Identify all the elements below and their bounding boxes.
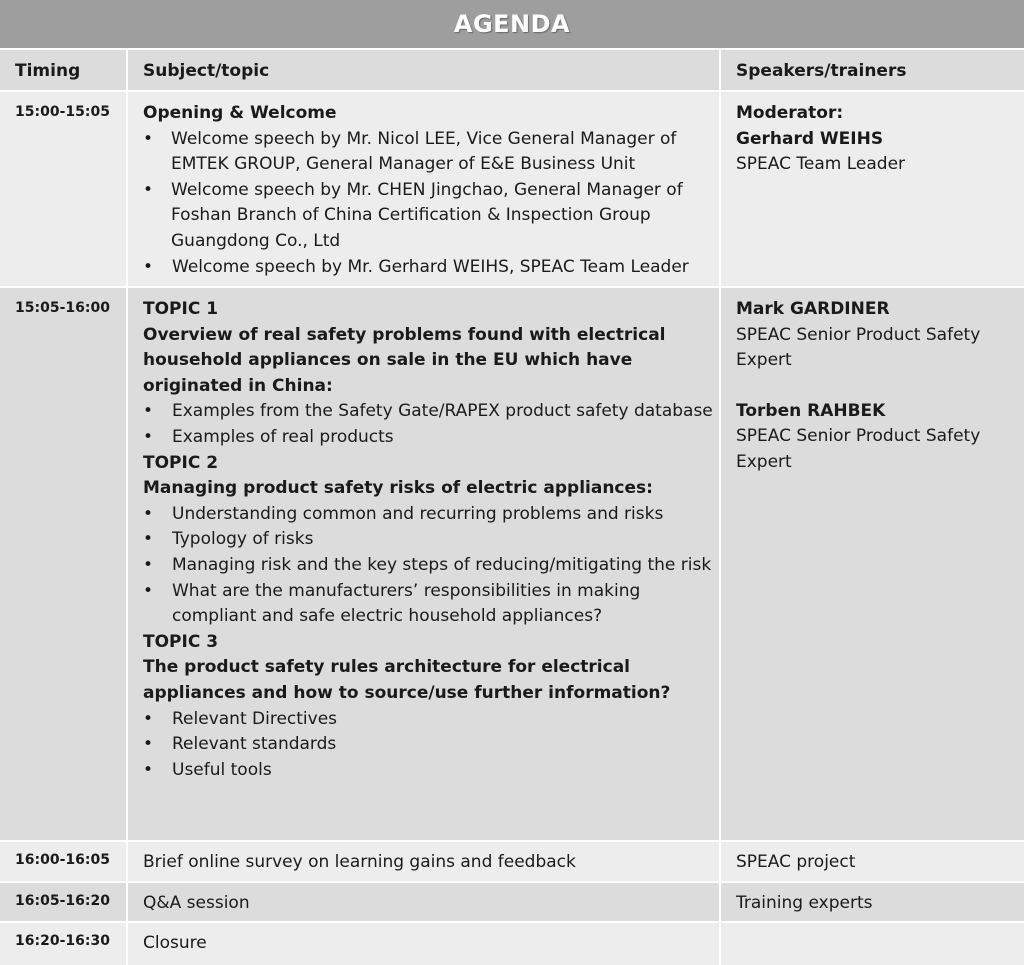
row-speakers: SPEAC project xyxy=(736,852,856,872)
topic-heading: Managing product safety risks of electric appliances: xyxy=(143,478,653,499)
header-subject: Subject/topic xyxy=(128,50,721,90)
row-speakers xyxy=(721,288,1024,840)
subject-heading: Opening & Welcome xyxy=(143,103,337,123)
bullet-list xyxy=(143,707,719,784)
table-row xyxy=(0,883,1024,923)
header-timing: Timing xyxy=(0,50,128,90)
bullet-item: • Examples of real products xyxy=(143,425,719,451)
bullet-item: • Managing risk and the key steps of reducing/mitigating the risk xyxy=(143,553,719,579)
bullet-item: • Welcome speech by Mr. CHEN Jingchao, General Manager of Foshan Branch of China Certification & Inspection Group Guangdong Co., Ltd xyxy=(143,178,719,255)
bullet-item: • Understanding common and recurring problems and risks xyxy=(143,502,719,528)
row-time: 16:20-16:30 xyxy=(0,923,128,965)
table-row xyxy=(0,92,1024,288)
bullet-item: • Typology of risks xyxy=(143,527,719,553)
topic-heading: Overview of real safety problems found with electrical household appliances on sale in the EU which have originated in China: xyxy=(143,324,666,396)
row-time: 15:00-15:05 xyxy=(0,92,128,286)
table-row xyxy=(0,288,1024,842)
bullet-list xyxy=(143,399,719,450)
bullet-item: • What are the manufacturers’ responsibilities in making compliant and safe electric household appliances? xyxy=(143,579,719,630)
row-time: 16:05-16:20 xyxy=(0,883,128,921)
bullet-item: • Examples from the Safety Gate/RAPEX product safety database xyxy=(143,399,719,425)
speaker-role: Moderator: xyxy=(736,103,844,123)
row-speakers xyxy=(721,923,1024,965)
row-subject xyxy=(128,92,721,286)
bullet-item: • Welcome speech by Mr. Gerhard WEIHS, SPEAC Team Leader xyxy=(143,255,719,281)
topic-label: TOPIC 1 xyxy=(143,299,219,319)
row-subject: Closure xyxy=(128,923,721,965)
agenda-title-bar xyxy=(0,0,1024,50)
speaker-name: Torben RAHBEK xyxy=(736,400,886,421)
speaker-title: SPEAC Senior Product Safety Expert xyxy=(736,324,981,371)
row-subject: Q&A session xyxy=(128,883,721,921)
table-header-row xyxy=(0,50,1024,92)
bullet-item: • Useful tools xyxy=(143,758,719,784)
header-speakers: Speakers/trainers xyxy=(736,61,907,81)
bullet-item: • Relevant standards xyxy=(143,732,719,758)
row-speakers: Training experts xyxy=(736,893,873,913)
bullet-item: • Relevant Directives xyxy=(143,707,719,733)
topic-label: TOPIC 3 xyxy=(143,631,219,652)
row-time: 16:00-16:05 xyxy=(0,842,128,881)
speaker-spacer xyxy=(736,374,1024,399)
topic-label: TOPIC 2 xyxy=(143,452,219,473)
bullet-list xyxy=(143,127,719,281)
bullet-list xyxy=(143,502,719,630)
speaker-title: SPEAC Team Leader xyxy=(736,154,906,175)
row-subject: Brief online survey on learning gains and feedback xyxy=(128,842,721,881)
bullet-item: • Welcome speech by Mr. Nicol LEE, Vice General Manager of EMTEK GROUP, General Manager of E&E Business Unit xyxy=(143,127,719,178)
speaker-title: SPEAC Senior Product Safety Expert xyxy=(736,426,981,472)
topic-heading: The product safety rules architecture for electrical appliances and how to source/use further information? xyxy=(143,657,671,703)
row-speakers xyxy=(721,92,1024,286)
table-row xyxy=(0,842,1024,883)
speaker-name: Gerhard WEIHS xyxy=(736,128,884,149)
table-row xyxy=(0,923,1024,965)
row-time: 15:05-16:00 xyxy=(0,288,128,840)
agenda-title: AGENDA xyxy=(453,10,571,38)
speaker-name: Mark GARDINER xyxy=(736,299,890,319)
row-subject xyxy=(128,288,721,840)
